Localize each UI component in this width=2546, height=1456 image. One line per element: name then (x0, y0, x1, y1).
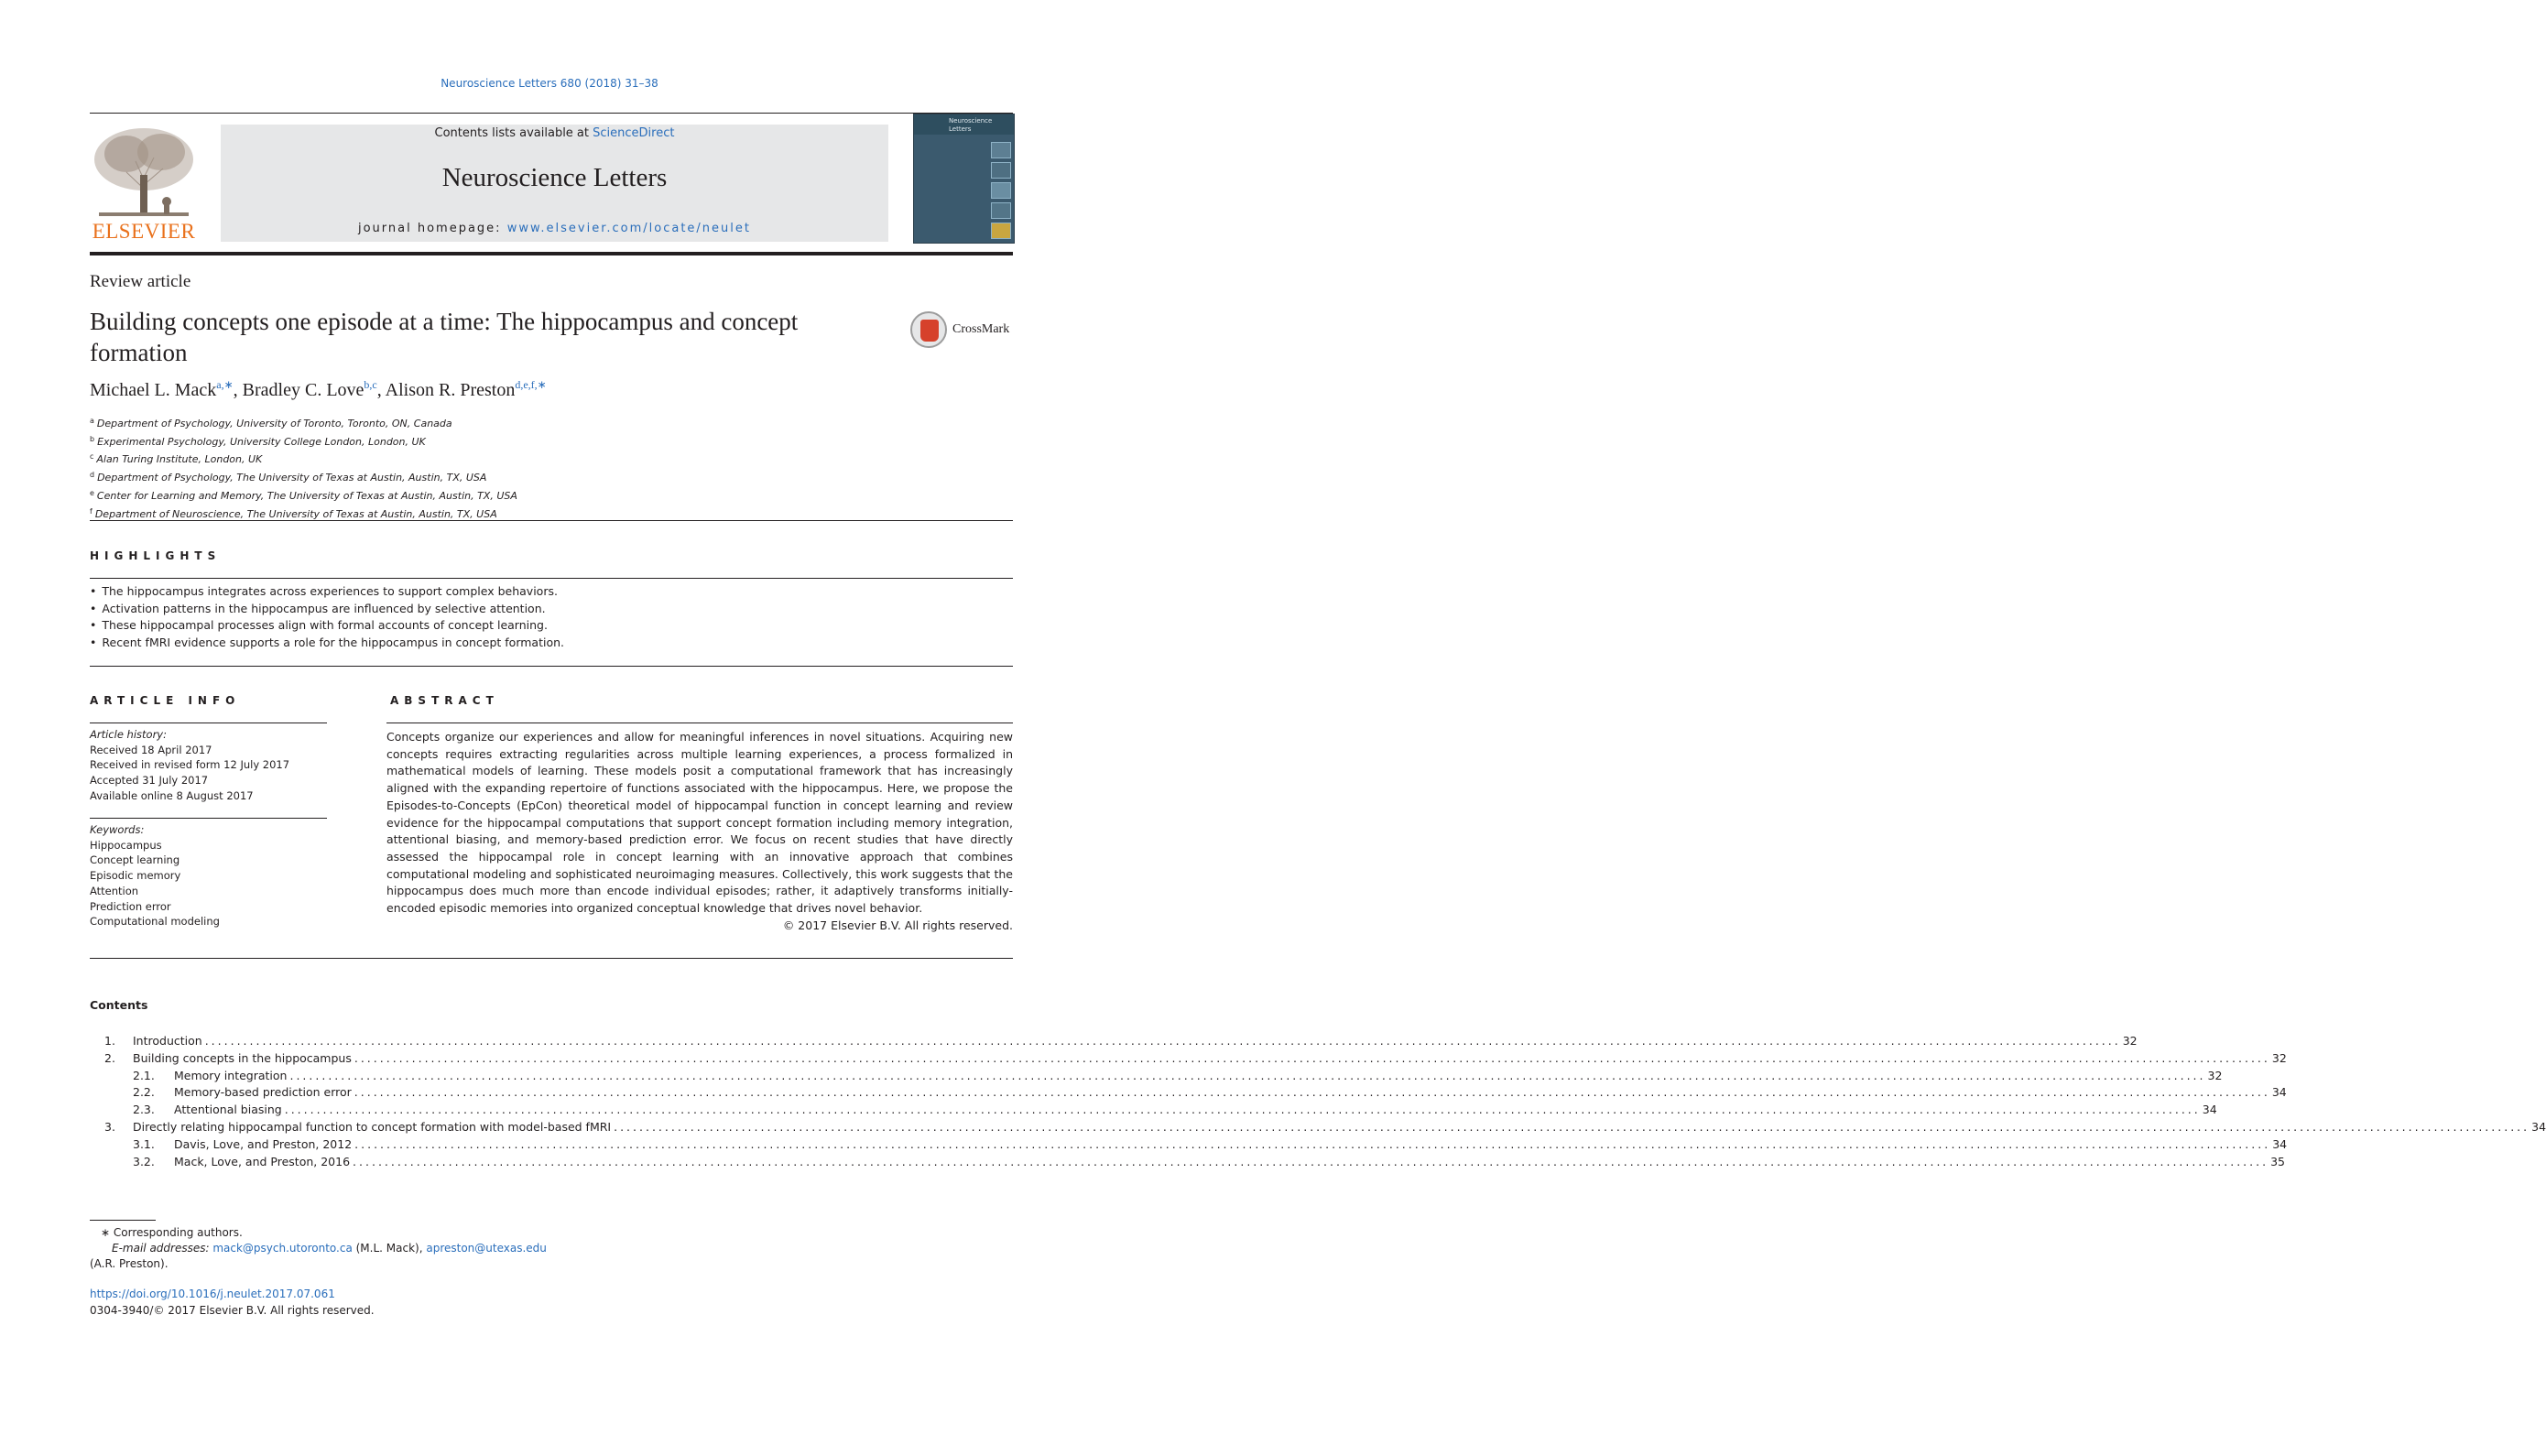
keywords-label: Keywords: (90, 823, 145, 836)
toc-page-number: 32 (2207, 1068, 2223, 1082)
toc-number: 2.1. (133, 1068, 155, 1082)
toc-number: 2. (104, 1050, 115, 1065)
author-affiliation-marker[interactable]: a,∗ (216, 378, 234, 391)
affiliation-item: $^a$ Department of Psychology, University of Toronto, Toronto, ON, Canada (90, 417, 452, 429)
journal-banner (221, 125, 888, 242)
toc-page-number: 35 (2270, 1154, 2285, 1168)
toc-leader-dots: ............................................................................................................................................................................................................................................................................................................ (284, 1103, 2201, 1117)
toc-entry[interactable] (90, 1101, 2217, 1118)
keyword-item: Episodic memory (90, 869, 181, 883)
toc-page-number: 32 (2122, 1034, 2138, 1048)
journal-homepage-line (221, 222, 888, 235)
toc-number: 1. (104, 1034, 115, 1048)
journal-name: Neuroscience Letters (441, 163, 668, 192)
homepage-link[interactable]: www.elsevier.com/locate/neulet (506, 222, 751, 235)
elsevier-wordmark: ELSEVIER (92, 220, 196, 243)
abstract-body (386, 729, 1013, 934)
toc-entry[interactable] (90, 1049, 2287, 1067)
sciencedirect-link[interactable]: ScienceDirect (593, 126, 675, 140)
article-history (90, 727, 289, 804)
toc-entry[interactable] (90, 1032, 2138, 1049)
toc-title[interactable]: Davis, Love, and Preston, 2012 (174, 1135, 354, 1153)
highlights-heading: HIGHLIGHTS (90, 549, 222, 562)
cover-thumb (991, 142, 1011, 158)
toc-title[interactable]: Attentional biasing (174, 1101, 285, 1118)
toc-entry[interactable] (90, 1135, 2288, 1153)
toc-page-number: 34 (2202, 1103, 2217, 1117)
divider (90, 666, 1013, 667)
toc-title[interactable]: Memory integration (174, 1067, 289, 1084)
toc-title[interactable]: Mack, Love, and Preston, 2016 (174, 1153, 353, 1170)
footnote-rule (90, 1220, 156, 1221)
divider (90, 958, 1013, 959)
divider (90, 818, 327, 819)
divider (90, 578, 1013, 579)
affiliation-item: $^c$ Alan Turing Institute, London, UK (90, 452, 263, 466)
toc-leader-dots: ............................................................................................................................................................................................................................................................................................................ (354, 1136, 2271, 1151)
divider (90, 520, 1013, 521)
journal-citation[interactable]: Neuroscience Letters 680 (2018) 31–38 (441, 77, 658, 90)
keyword-item: Attention (90, 884, 139, 897)
toc-page-number: 32 (2271, 1050, 2287, 1065)
highlights-list (90, 583, 564, 652)
keyword-item: Computational modeling (90, 915, 220, 929)
toc-leader-dots: ............................................................................................................................................................................................................................................................................................................ (354, 1050, 2270, 1065)
email-link[interactable]: mack@psych.utoronto.ca (212, 1242, 353, 1255)
toc-title[interactable]: Memory-based prediction error (174, 1083, 354, 1101)
corresponding-note: ∗ Corresponding authors. (101, 1226, 243, 1239)
toc-number: 3. (104, 1120, 115, 1134)
toc-entry[interactable] (90, 1083, 2287, 1101)
article-type: Review article (90, 272, 191, 291)
affiliations (90, 414, 517, 522)
affiliation-item: $^d$ Department of Psychology, The University of Texas at Austin, Austin, TX, USA (90, 471, 487, 484)
email-owner: (A.R. Preston). (90, 1257, 169, 1270)
toc-page-number: 34 (2272, 1136, 2288, 1151)
affiliation-item: $^e$ Center for Learning and Memory, The University of Texas at Austin, Austin, TX, USA (90, 488, 517, 502)
homepage-prefix: journal homepage: (357, 222, 507, 235)
history-item: Available online 8 August 2017 (90, 788, 254, 802)
toc-leader-dots: ............................................................................................................................................................................................................................................................................................................ (289, 1068, 2206, 1082)
toc-title[interactable]: Introduction (133, 1032, 205, 1049)
header-bottom-rule (90, 252, 1013, 255)
toc-leader-dots: ............................................................................................................................................................................................................................................................................................................ (204, 1034, 2121, 1048)
elsevier-tree-icon (90, 125, 198, 220)
author-affiliation-marker[interactable]: b,c (364, 378, 377, 391)
toc-number: 2.2. (133, 1085, 155, 1100)
email-owner: (M.L. Mack), (352, 1242, 427, 1255)
toc-entry[interactable] (90, 1153, 2285, 1170)
email-link[interactable]: apreston@utexas.edu (426, 1242, 547, 1255)
author-affiliation-marker[interactable]: d,e,f,∗ (515, 378, 547, 391)
elsevier-logo (90, 125, 198, 244)
crossmark-icon (910, 311, 947, 348)
doi-link[interactable]: https://doi.org/10.1016/j.neulet.2017.07.061 (90, 1288, 335, 1300)
keyword-item: Concept learning (90, 853, 180, 867)
cover-thumb (991, 162, 1011, 179)
toc-leader-dots: ............................................................................................................................................................................................................................................................................................................ (614, 1120, 2530, 1134)
issn-line: 0304-3940/© 2017 Elsevier B.V. All rights reserved. (90, 1304, 375, 1317)
toc-title[interactable]: Directly relating hippocampal function to concept formation with model-based fMRI (133, 1118, 614, 1135)
contents-heading: Contents (90, 998, 148, 1012)
toc-page-number: 34 (2271, 1085, 2287, 1100)
author-name: Alison R. Preston (385, 380, 516, 400)
abstract-heading: ABSTRACT (390, 694, 499, 707)
toc-number: 2.3. (133, 1103, 155, 1117)
abstract-text: Concepts organize our experiences and allow for meaningful inferences in novel situations. Acquiring new concepts requires extracting regularities across multiple learning experiences, a process formalized in mathematical models of learning. These models posit a computational framework that has increasingly aligned with the expanding repertoire of functions associated with the hippocampus. Here, we propose the Episodes-to-Concepts (EpCon) theoretical model of hippocampal function in concept learning and review evidence for the hippocampal computations that support concept formation including memory integration, attentional biasing, and memory-based prediction error. We focus on recent studies that have directly assessed the hippocampal role in concept learning with an innovative approach that combines computational modeling and sophisticated neuroimaging measures. Collectively, this work suggests that the hippocampus does much more than encode individual episodes; rather, it adaptively transforms initially-encoded episodic memories into organized conceptual knowledge that drives novel behavior. (386, 730, 1013, 916)
toc-number: 3.2. (133, 1154, 155, 1168)
toc-leader-dots: ............................................................................................................................................................................................................................................................................................................ (354, 1085, 2270, 1100)
email-label: E-mail addresses: (112, 1242, 213, 1255)
author-name: Bradley C. Love (242, 380, 364, 400)
cover-thumb (991, 182, 1011, 199)
toc-number: 3.1. (133, 1136, 155, 1151)
toc-leader-dots: ............................................................................................................................................................................................................................................................................................................ (353, 1154, 2269, 1168)
history-item: Received 18 April 2017 (90, 743, 212, 756)
cover-thumb (991, 223, 1011, 239)
author-name: Michael L. Mack (90, 380, 217, 400)
highlight-item: • The hippocampus integrates across experiences to support complex behaviors. (90, 583, 564, 601)
toc-entry[interactable] (90, 1067, 2223, 1084)
keyword-item: Prediction error (90, 899, 171, 913)
header-top-rule (90, 113, 1013, 114)
crossmark-badge[interactable] (910, 311, 1014, 350)
contents-prefix: Contents lists available at (434, 126, 593, 140)
cover-thumb (991, 202, 1011, 219)
highlight-item: • Recent fMRI evidence supports a role for the hippocampus in concept formation. (90, 635, 564, 652)
cover-title: Neuroscience Letters (949, 117, 993, 133)
highlight-item: • Activation patterns in the hippocampus are influenced by selective attention. (90, 601, 564, 618)
highlight-item: • These hippocampal processes align with formal accounts of concept learning. (90, 617, 564, 635)
abstract-copyright: © 2017 Elsevier B.V. All rights reserved. (782, 918, 1013, 932)
keywords (90, 822, 220, 929)
article-title: Building concepts one episode at a time: The hippocampus and concept formation (90, 308, 799, 366)
toc-title[interactable]: Building concepts in the hippocampus (133, 1049, 354, 1067)
journal-cover-image (913, 114, 1015, 244)
contents-available-line (221, 126, 888, 140)
history-item: Accepted 31 July 2017 (90, 774, 209, 788)
history-item: Received in revised form 12 July 2017 (90, 758, 290, 772)
toc-page-number: 34 (2531, 1120, 2546, 1134)
email-line (112, 1241, 547, 1256)
crossmark-label: CrossMark (952, 322, 1010, 336)
toc-entry[interactable] (90, 1118, 2546, 1135)
keyword-item: Hippocampus (90, 838, 162, 852)
affiliation-item: $^f$ Department of Neuroscience, The University of Texas at Austin, Austin, TX, USA (90, 506, 497, 520)
article-history-label: Article history: (90, 728, 167, 741)
affiliation-item: $^b$ Experimental Psychology, University College London, London, UK (90, 434, 426, 448)
author-list: Michael L. Mack$^{a,∗}$, Bradley C. Love$^{b,c}$, Alison R. Preston$^{d,e,f,∗}$ (90, 378, 547, 400)
article-info-heading: ARTICLE INFO (90, 694, 241, 707)
